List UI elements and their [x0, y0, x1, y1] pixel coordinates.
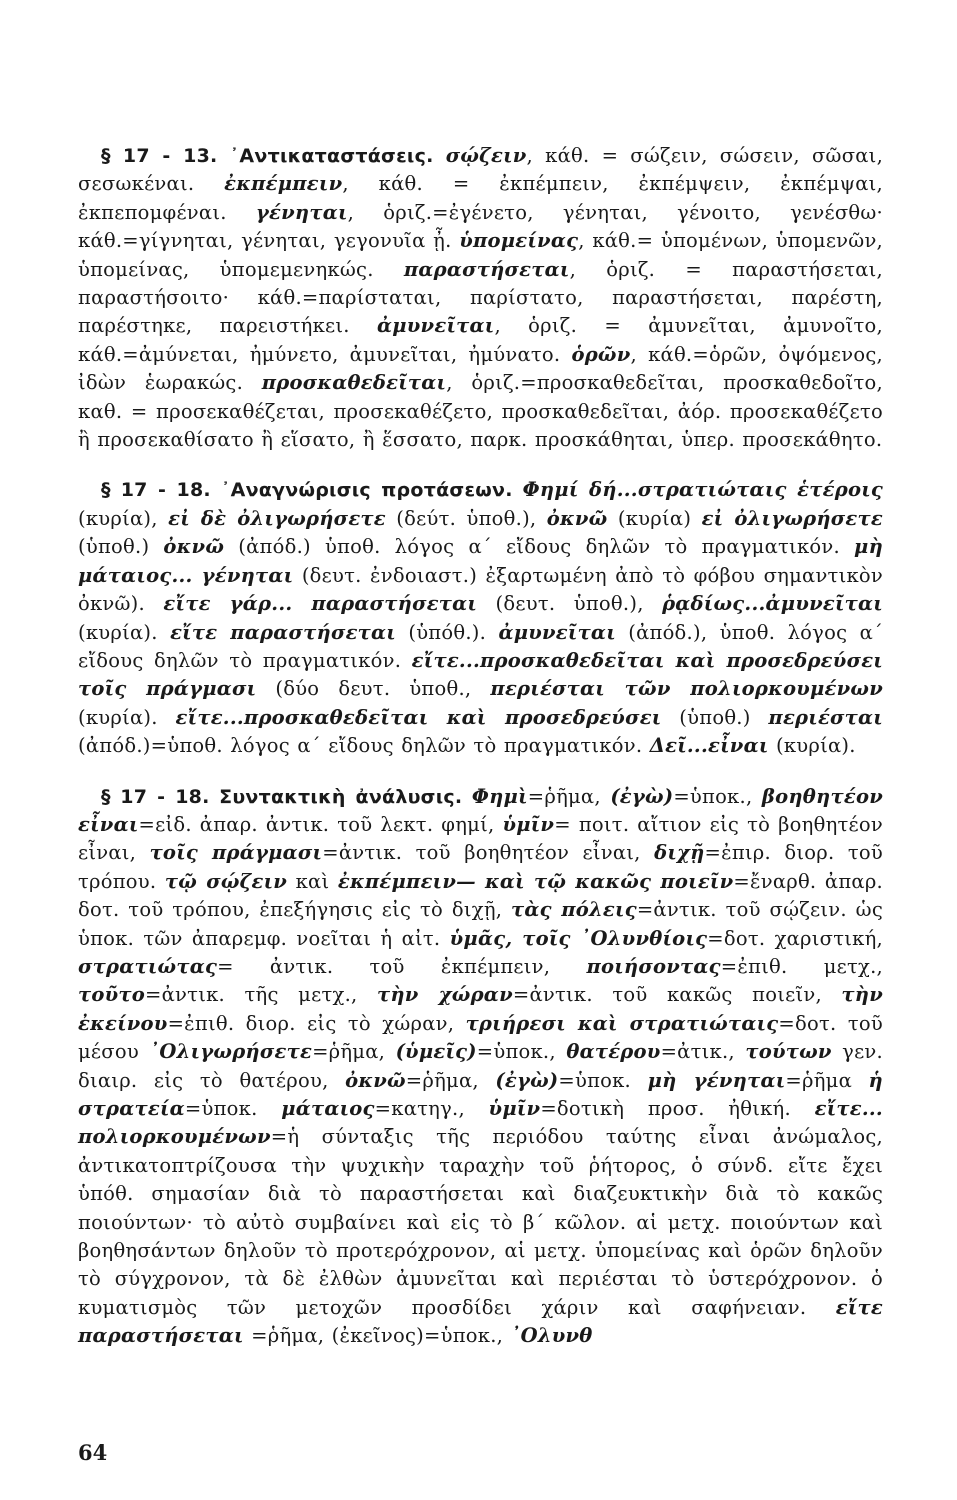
bold-term: ἐκπέμπειν— καὶ τῷ κακῶς ποιεῖν	[337, 869, 734, 893]
bold-term: τῷ σῴζειν	[164, 869, 288, 893]
section-symbol: §	[101, 785, 111, 808]
text-run	[434, 144, 446, 167]
section-number: 17 - 13.	[122, 145, 218, 167]
bold-term: βοηθητέον εἶναι	[78, 784, 883, 836]
text-run: , κάθ. = ἐκπέμπειν, ἐκπέμψειν, ἐκπέμψαι, ἐκπεπομφέναι.	[78, 172, 883, 224]
page-body	[78, 142, 883, 1373]
text-run: =ἀντικ. τοῦ κακῶς ποιεῖν,	[512, 983, 842, 1007]
text-run: =ῥῆμα,	[405, 1068, 496, 1092]
bold-term: ὑμᾶς, τοῖς ᾿Ολυνθίοις	[449, 926, 708, 950]
bold-term: θατέρου	[566, 1040, 661, 1064]
text-run: =ῥῆμα,	[527, 784, 611, 808]
text-run: =ἐπιθ. μετχ.,	[720, 954, 883, 978]
text-run: (κυρία).	[768, 734, 856, 758]
text-run: =εἰδ. ἀπαρ. ἀντικ. τοῦ λεκτ. φημί,	[138, 812, 503, 836]
bold-term: ὀκνῶ	[345, 1068, 406, 1092]
text-run: (ἀπόδ.), ὑποθ. λόγος α΄ εἴδους δηλῶν τὸ πραγματικόν.	[78, 620, 883, 672]
bold-term: ἀμυνεῖται	[377, 314, 495, 338]
text-run	[513, 478, 523, 501]
bold-term: τὰς πόλεις	[511, 898, 637, 922]
bold-term: προσκαθεδεῖται	[261, 371, 447, 395]
text-run: , ὁριζ.=προσκαθεδεῖται, προσκαθεδοῖτο, καθ. = προσεκαθέζεται, προσεκαθέζετο, προσκαθεδεῖται, ἀόρ. προσεκαθέζετο ἢ προσεκαθίσατο ἢ εἵσατο, ἢ ἕσσατο, παρκ. προσκάθηται, ὑπερ. προσεκάθητο.	[78, 371, 883, 452]
bold-term: (ὑμεῖς)	[395, 1040, 477, 1064]
text-run: , ὁριζ.=ἐγένετο, γένηται, γένοιτο, γενέσθω· κάθ.=γίγνηται, γένηται, γεγονυῖα ᾖ.	[78, 200, 883, 253]
text-run: (δευτ. ἐνδοιαστ.) ἐξαρτωμένη ἀπὸ τὸ φόβου σημαντικὸν ὀκνῶ).	[78, 563, 884, 616]
text-run: (ἀπόδ.)=ὑποθ. λόγος α΄ εἴδους δηλῶν τὸ πραγματικόν.	[78, 734, 650, 758]
bold-term: τριήρεσι καὶ στρατιώταις	[465, 1011, 779, 1035]
text-run: (κυρία).	[78, 620, 171, 644]
text-run: =ὑποκ.	[558, 1068, 648, 1092]
text-run	[462, 785, 472, 808]
text-run: =ἀντικ. τοῦ βοηθητέον εἶναι,	[322, 841, 655, 865]
text-run: =ἀτικ.,	[660, 1040, 746, 1064]
bold-term: σῴζειν	[445, 144, 527, 167]
paragraph-text	[78, 785, 883, 1348]
text-run: =ἐπιρ. διορ. τοῦ τρόπου.	[78, 841, 883, 893]
bold-term: ὑμῖν	[502, 812, 555, 836]
bold-term: ὀκνῶ	[546, 506, 608, 530]
bold-term: (ἐγὼ)	[495, 1068, 559, 1092]
paragraph	[78, 476, 883, 760]
text-run: (ὑποθ.)	[661, 705, 769, 729]
section-heading: ᾿Αναγνώρισις προτάσεων.	[220, 479, 513, 502]
bold-term: τούτων	[745, 1040, 832, 1064]
bold-term: ποιήσοντας	[586, 954, 721, 978]
text-run: γεν. διαιρ. εἰς τὸ θατέρου,	[78, 1040, 883, 1092]
bold-term: ὑμῖν	[488, 1097, 541, 1120]
text-run: =ῥῆμα, (ἐκεῖνος)=ὑποκ.,	[243, 1324, 511, 1348]
bold-term: Φημί δή...στρατιώταις ἑτέροις	[522, 478, 884, 502]
text-run: =δοτικὴ προσ. ἠθική.	[540, 1097, 815, 1120]
bold-term: ᾿Ολυνθ	[510, 1324, 593, 1348]
text-run: =δοτ. τοῦ μέσου	[78, 1011, 883, 1064]
bold-term: μὴ γένηται	[647, 1068, 786, 1092]
bold-term: εἴτε...προσκαθεδεῖται καὶ προσεδρεύσει	[175, 705, 662, 729]
bold-term: εἴτε παραστήσεται	[78, 1295, 883, 1348]
text-run: =ἀντικ. τῆς μετχ.,	[145, 983, 377, 1007]
text-run: (δευτ. ὑποθ.),	[477, 592, 663, 616]
text-run: =ἐπιθ. διορ. εἰς τὸ χώραν,	[167, 1011, 466, 1035]
paragraph-text	[78, 478, 883, 757]
bold-term: ἀμυνεῖται	[498, 620, 616, 644]
bold-term: ὑπομείνας	[459, 229, 579, 253]
text-run: (δύο δευτ. ὑποθ.,	[256, 677, 491, 701]
bold-term: εἴτε παραστήσεται	[170, 620, 396, 644]
text-run: =ὑποκ.	[184, 1097, 282, 1120]
text-run: =ἡ σύνταξις τῆς περιόδου ταύτης εἶναι ἀνώμαλος, ἀντικατοπτρίζουσα τὴν ψυχικὴν ταραχὴν τοῦ ῥήτορος, ὁ σύνδ. εἴτε ἔχει ὑπόθ. σημασίαν διὰ τὸ παραστήσεται καὶ διαζευκτικὴν διὰ τὸ κακῶς ποιούντων· τὸ αὐτὸ συμβαίνει καὶ εἰς τὸ β΄ κῶλον. αἱ μετχ. ποιούντων καὶ βοηθησάντων δηλοῦν τὸ προτερόχρονον, αἱ μετχ. ὑπομείνας καὶ ὁρῶν δηλοῦν τὸ σύγχρονον, τὰ δὲ ἐλθὼν ἀμυνεῖται καὶ περιέσται τὸ ὑστερόχρονον. ὁ κυματισμὸς τῶν μετοχῶν προσδίδει χάριν καὶ σαφήνειαν.	[78, 1125, 883, 1319]
bold-term: εἰ δὲ ὀλιγωρήσετε	[168, 506, 386, 530]
text-run: =ῥῆμα	[785, 1068, 869, 1092]
text-run: , κάθ. = σώζειν, σώσειν, σῶσαι, σεσωκέναι.	[78, 144, 884, 196]
text-run: (κυρία)	[607, 506, 702, 530]
bold-term: τὴν ἐκείνου	[78, 983, 883, 1035]
bold-term: Φημὶ	[471, 784, 528, 808]
text-run: =δοτ. χαριστική,	[707, 926, 883, 950]
bold-term: ᾿Ολιγωρήσετε	[149, 1040, 313, 1064]
section-number: 17 - 18.	[120, 479, 211, 502]
paragraph	[78, 783, 883, 1351]
bold-term: ἐκπέμπειν	[224, 172, 343, 196]
section-heading: Συντακτικὴ ἀνάλυσις.	[219, 785, 463, 808]
paragraph-text	[78, 144, 883, 451]
text-run: =ὑποκ.,	[476, 1040, 567, 1064]
page-number: 64	[78, 1440, 108, 1465]
section-symbol: §	[101, 145, 111, 167]
text-run: (κυρία).	[78, 705, 176, 729]
text-run: (δεύτ. ὑποθ.),	[385, 506, 547, 530]
bold-term: εἰ ὀλιγωρήσετε	[701, 506, 884, 530]
bold-term: τοῦτο	[78, 983, 146, 1007]
text-run: (ἀπόδ.) ὑποθ. λόγος α΄ εἴδους δηλῶν τὸ πραγματικόν.	[224, 535, 855, 559]
text-run: , ὁριζ. = παραστήσεται, παραστήσοιτο· κάθ.=παρίσταται, παρίστατο, παραστήσεται, παρέστη, παρέστηκε, παρειστήκει.	[78, 257, 883, 338]
bold-term: (ἐγὼ)	[610, 784, 674, 808]
bold-term: ὁρῶν	[571, 342, 631, 366]
section-syntaktiki	[78, 783, 883, 1351]
text-run: (ὑπόθ.).	[396, 620, 499, 644]
section-symbol: §	[101, 479, 111, 502]
section-number: 17 - 18.	[120, 785, 210, 808]
bold-term: μὴ μάταιος... γένηται	[78, 535, 883, 587]
text-run: , ὁριζ. = ἀμυνεῖται, ἀμυνοῖτο, κάθ.=ἀμύνεται, ἠμύνετο, ἀμυνεῖται, ἠμύνατο.	[78, 314, 883, 366]
paragraph	[78, 142, 883, 454]
bold-term: μάταιος	[281, 1097, 375, 1120]
bold-term: περιέσται	[768, 705, 883, 729]
text-run: =ῥῆμα,	[312, 1040, 396, 1064]
text-run: (ὑποθ.)	[78, 535, 164, 559]
bold-term: εἴτε... πολιορκουμένων	[78, 1097, 883, 1149]
bold-term: τοῖς πράγμασι	[149, 841, 323, 865]
section-anagnorisis	[78, 476, 883, 760]
text-run: καὶ	[287, 869, 338, 893]
text-run: , κάθ.= ὑπομένων, ὑπομενῶν, ὑπομείνας, ὑπομεμενηκώς.	[78, 229, 883, 281]
bold-term: ὀκνῶ	[163, 535, 225, 559]
bold-term: γένηται	[255, 200, 348, 224]
bold-term: στρατιώτας	[78, 954, 218, 978]
text-run: =ὑποκ.,	[673, 784, 762, 808]
bold-term: εἴτε...προσκαθεδεῖται καὶ προσεδρεύσει τοῖς πράγμασι	[78, 648, 883, 701]
bold-term: ἡ στρατεία	[78, 1068, 883, 1120]
section-antikatastaseis	[78, 142, 883, 454]
text-run: =ἀντικ. τοῦ σῴζειν. ὡς ὑποκ. τῶν ἀπαρεμφ. νοεῖται ἡ αἰτ.	[78, 898, 884, 950]
text-run: =κατηγ.,	[374, 1097, 489, 1120]
bold-term: ῥᾳδίως...ἀμυνεῖται	[662, 592, 883, 616]
bold-term: τὴν χώραν	[377, 983, 513, 1007]
section-heading: ᾿Αντικαταστάσεις.	[229, 145, 434, 167]
text-run: (κυρία),	[78, 506, 169, 530]
text-run: = ποιτ. αἴτιον εἰς τὸ βοηθητέον εἶναι,	[78, 812, 883, 865]
text-run: , κάθ.=ὁρῶν, ὀψόμενος, ἰδὼν ἑωρακώς.	[78, 342, 883, 395]
bold-term: περιέσται τῶν πολιορκουμένων	[490, 677, 884, 701]
bold-term: Δεῖ...εἶναι	[649, 734, 769, 758]
bold-term: παραστήσεται	[403, 257, 570, 281]
bold-term: εἴτε γάρ... παραστήσεται	[163, 592, 478, 616]
text-run: = ἀντικ. τοῦ ἐκπέμπειν,	[217, 954, 587, 978]
text-run: =ἔναρθ. ἀπαρ. δοτ. τοῦ τρόπου, ἐπεξήγησις εἰς τὸ διχῇ,	[78, 869, 883, 922]
bold-term: διχῇ	[654, 841, 705, 865]
